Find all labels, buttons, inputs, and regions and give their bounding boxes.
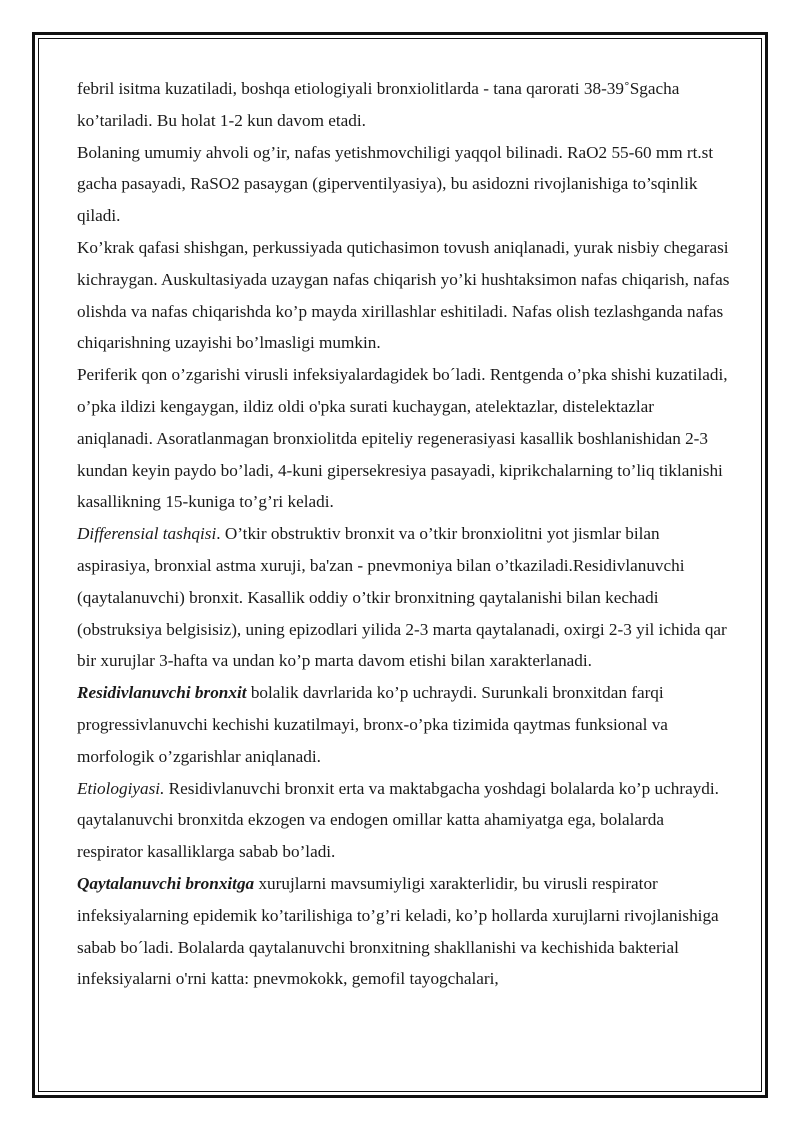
emphasized-term: Residivlanuvchi bronxit [77,683,247,703]
paragraph-text: febril isitma kuzatiladi, boshqa etiologiyali bronxiolitlarda - tana qarorati 38-39˚Sgacha ko’tariladi. Bu holat 1-2 kun davom etadi. [77,79,680,130]
emphasized-term: Differensial tashqisi [77,524,217,544]
paragraph-text: xurujlarni mavsumiyligi xarakterlidir, bu virusli respirator infeksiyalarning epidemik ko’tarilishiga to’g’ri keladi, ko’p hollarda xurujlarni rivojlanishiga sabab bo´ladi. Bolalarda qaytalanuvchi bronxitning shakllanishi va kechishida bakterial infeksiyalarni o'rni katta: pnevmokokk, gemofil tayogchalari, [77,873,719,989]
paragraph-text: Periferik qon o’zgarishi virusli infeksiyalardagidek bo´ladi. Rentgenda o’pka shishi kuzatiladi, o’pka ildizi kengaygan, ildiz oldi o'pka surati kuchaygan, atelektazlar, distelektazlar aniqlanadi. Asoratlanmagan bronxiolitda epiteliy regenerasiyasi kasallik boshlanishidan 2-3 kundan keyin paydo bo’ladi, 4-kuni gipersekresiya pasayadi, kiprikchalarning to’liq tiklanishi kasallikning 15-kuniga to’g’ri keladi. [77,365,728,512]
emphasized-term: Etiologiyasi. [77,778,165,798]
paragraph-text: Residivlanuvchi bronxit erta va maktabgacha yoshdagi bolalarda ko’p uchraydi. qaytalanuvchi bronxitda ekzogen va endogen omillar katta ahamiyatga ega, bolalarda respirator kasalliklarga sabab bo’ladi. [77,778,719,862]
emphasized-term: Qaytalanuvchi bronxitga [77,873,255,893]
paragraph-text: . O’tkir obstruktiv bronxit va o’tkir bronxiolitni yot jismlar bilan aspirasiya, bronxial astma xuruji, ba'zan - pnevmoniya bilan o’tkaziladi.Residivlanuvchi (qaytalanuvchi) bronxit. Kasallik oddiy o’tkir bronxitning qaytalanishi bilan kechadi (obstruksiya belgisisiz), uning epizodlari yilida 2-3 marta qaytalanadi, oxirgi 2-3 yil ichida qar bir xurujlar 3-hafta va undan ko’p marta davom etishi bilan xarakterlanadi. [77,524,727,671]
paragraph [77,73,732,137]
paragraph [77,677,732,772]
paragraph-text: bolalik davrlarida ko’p uchraydi. Surunkali bronxitdan farqi progressivlanuvchi kechishi kuzatilmayi, bronx-o’pka tizimida qaytmas funksional va morfologik o’zgarishlar aniqlanadi. [77,683,668,766]
paragraph [77,868,732,995]
paragraph [77,232,732,359]
paragraph-text: Bolaning umumiy ahvoli og’ir, nafas yetishmovchiligi yaqqol bilinadi. RaO2 55-60 mm rt.st gacha pasayadi, RaSO2 pasaygan (giperventilyasiya), bu asidozni rivojlanishiga to’sqinlik qiladi. [77,142,714,226]
document-body [77,73,732,995]
paragraph-text: Ko’krak qafasi shishgan, perkussiyada qutichasimon tovush aniqlanadi, yurak nisbiy chegarasi kichraygan. Auskultasiyada uzaygan nafas chiqarish yo’ki hushtaksimon nafas chiqarish, nafas olishda va nafas chiqarishda ko’p mayda xirillashlar eshitiladi. Nafas olish tezlashganda nafas chiqarishning uzayishi bo’lmasligi mumkin. [77,237,730,353]
paragraph [77,773,732,868]
paragraph [77,359,732,518]
paragraph [77,137,732,232]
paragraph [77,518,732,677]
